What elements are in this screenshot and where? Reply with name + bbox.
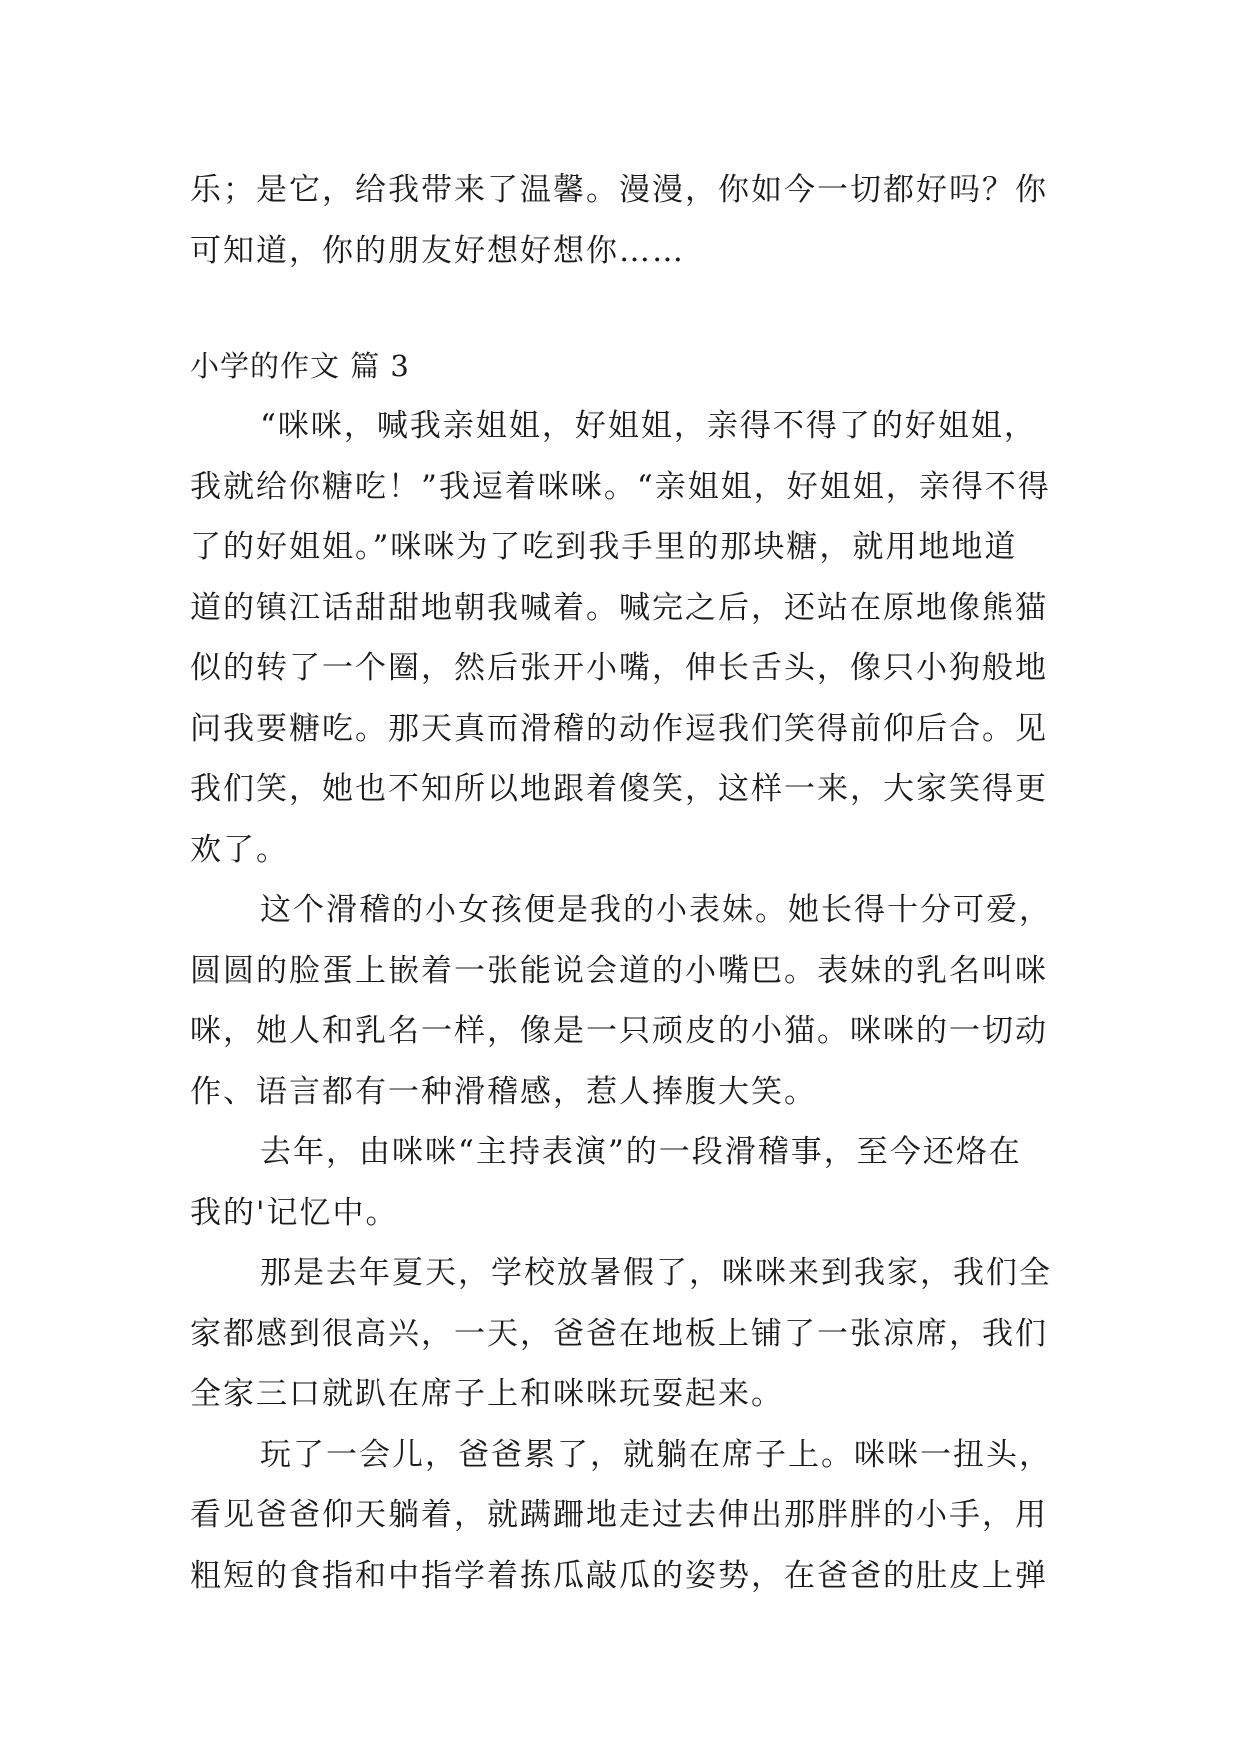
text-line: 欢了。: [190, 831, 289, 868]
text-line: 玩了一会儿，爸爸累了，就躺在席子上。咪咪一扭头，: [260, 1436, 1052, 1473]
text-line: 了的好姐姐。”咪咪为了吃到我手里的那块糖，就用地地道: [190, 529, 1018, 565]
text-line: 乐；是它，给我带来了温馨。漫漫，你如今一切都好吗？你: [190, 172, 1048, 208]
text-line: 全家三口就趴在席子上和咪咪玩耍起来。: [190, 1376, 784, 1412]
text-line: 看见爸爸仰天躺着，就蹒跚地走过去伸出那胖胖的小手，用: [190, 1497, 1048, 1533]
text-line: 道的镇江话甜甜地朝我喊着。喊完之后，还站在原地像熊猫: [190, 589, 1048, 626]
text-line: 我就给你糖吃！”我逗着咪咪。“亲姐姐，好姐姐，亲得不得: [190, 468, 1051, 505]
continued-paragraph: [190, 160, 1060, 281]
text-line: 咪，她人和乳名一样，像是一只顽皮的小猫。咪咪的一切动: [190, 1013, 1048, 1049]
text-line: 圆圆的脸蛋上嵌着一张能说会道的小嘴巴。表妹的乳名叫咪: [190, 952, 1048, 989]
section-title: 小学的作文 篇 3: [190, 349, 410, 383]
text-line: 这个滑稽的小女孩便是我的小表妹。她长得十分可爱，: [260, 892, 1052, 928]
text-line: 那是去年夏天，学校放暑假了，咪咪来到我家，我们全: [260, 1255, 1052, 1291]
text-line: 作、语言都有一种滑稽感，惹人捧腹大笑。: [190, 1073, 817, 1110]
paragraph-5: [190, 1425, 1060, 1607]
text-line: 问我要糖吃。那天真而滑稽的动作逗我们笑得前仰后合。见: [190, 710, 1048, 747]
text-line: “咪咪，喊我亲姐姐，好姐姐，亲得不得了的好姐姐，: [260, 408, 1037, 444]
text-line: 我的'记忆中。: [190, 1194, 399, 1231]
text-line: 去年，由咪咪“主持表演”的一段滑稽事，至今还烙在: [260, 1134, 1022, 1170]
text-line: 可知道，你的朋友好想好想你……: [190, 232, 685, 269]
paragraph-4: [190, 1243, 1060, 1425]
text-line: 似的转了一个圈，然后张开小嘴，伸长舌头，像只小狗般地: [190, 650, 1048, 686]
paragraph-2: [190, 880, 1060, 1122]
document-page: [190, 160, 1060, 1606]
paragraph-1: [190, 396, 1060, 880]
text-line: 粗短的食指和中指学着拣瓜敲瓜的姿势，在爸爸的肚皮上弹: [190, 1557, 1048, 1594]
text-line: 我们笑，她也不知所以地跟着傻笑，这样一来，大家笑得更: [190, 771, 1048, 807]
text-line: 家都感到很高兴，一天，爸爸在地板上铺了一张凉席，我们: [190, 1315, 1048, 1352]
paragraph-3: [190, 1122, 1060, 1243]
